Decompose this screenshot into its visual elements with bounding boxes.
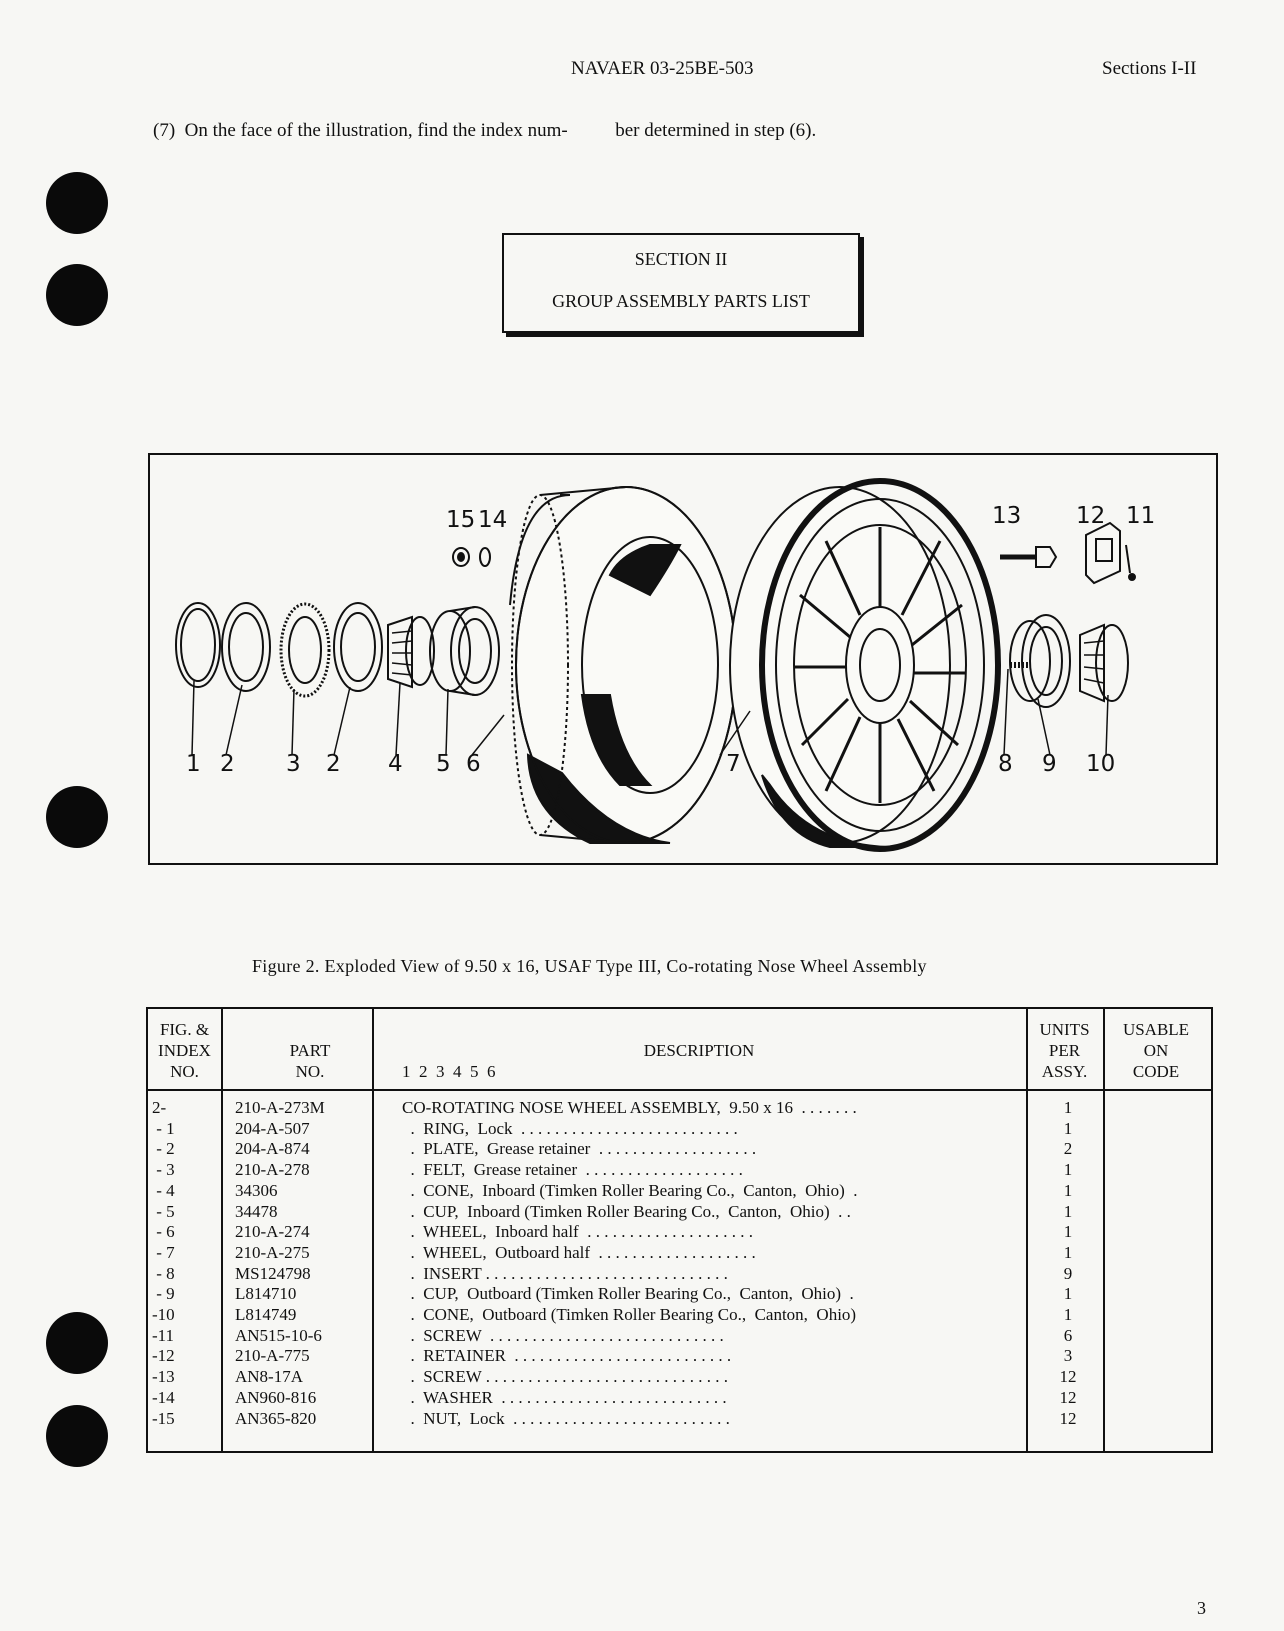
part-no-cell: 34306 (235, 1180, 278, 1200)
table-row (148, 1180, 1211, 1201)
binder-hole (46, 264, 108, 326)
units-cell: 12 (1059, 1387, 1077, 1407)
part-no-cell: 34478 (235, 1201, 278, 1221)
fig-index-cell: - 4 (152, 1180, 175, 1200)
fig-index-cell: -15 (152, 1408, 175, 1428)
description-cell: . CONE, Outboard (Timken Roller Bearing Co., Canton, Ohio) (402, 1305, 857, 1324)
table-row (148, 1304, 1211, 1325)
units-cell: 1 (1063, 1118, 1073, 1138)
section-title-box (502, 233, 860, 333)
table-row (148, 1366, 1211, 1387)
fig-index-cell: - 9 (152, 1284, 175, 1304)
fig-index-cell: -11 (152, 1325, 175, 1345)
description-cell: . SCREW . . . . . . . . . . . . . . . . . . . . . . . . . . . . . (402, 1367, 729, 1387)
exploded-view-figure (148, 453, 1218, 865)
units-cell: 1 (1063, 1160, 1073, 1180)
part-no-cell: 210-A-274 (235, 1222, 310, 1242)
fig-index-cell: - 2 (152, 1139, 175, 1159)
binder-hole (46, 1312, 108, 1374)
units-cell: 12 (1059, 1367, 1077, 1387)
fig-index-cell: - 3 (152, 1160, 175, 1180)
header-usable-code: USABLE ON CODE (1122, 1020, 1190, 1081)
table-row (148, 1097, 1211, 1118)
header-units: UNITS PER ASSY. (1039, 1020, 1090, 1081)
step-text: (7) On the face of the illustration, find the index num- ber determined in step (6). (153, 120, 817, 141)
units-cell: 1 (1063, 1284, 1073, 1304)
units-cell: 1 (1063, 1201, 1073, 1221)
index-label: 6 (466, 751, 481, 777)
section-subtitle: GROUP ASSEMBLY PARTS LIST (552, 291, 810, 311)
binder-hole (46, 1405, 108, 1467)
table-row (148, 1159, 1211, 1180)
units-cell: 9 (1063, 1263, 1073, 1283)
header-fig-index: FIG. & INDEX NO. (158, 1020, 211, 1081)
binder-hole (46, 786, 108, 848)
part-no-cell: MS124798 (235, 1263, 311, 1283)
fig-index-cell: -10 (152, 1305, 175, 1324)
table-row (148, 1263, 1211, 1284)
table-row (148, 1387, 1211, 1408)
table-row (148, 1221, 1211, 1242)
description-cell: . CUP, Inboard (Timken Roller Bearing Co., Canton, Ohio) . . (402, 1201, 851, 1221)
index-label: 5 (436, 751, 451, 777)
fig-index-cell: 2- (152, 1098, 167, 1117)
fig-index-cell: - 8 (152, 1263, 175, 1283)
description-cell: . RING, Lock . . . . . . . . . . . . . . . . . . . . . . . . . . (402, 1118, 738, 1138)
description-cell: CO-ROTATING NOSE WHEEL ASSEMBLY, 9.50 x 16 . . . . . . . (402, 1098, 857, 1117)
part-no-cell: AN515-10-6 (235, 1325, 322, 1345)
part-no-cell: 210-A-275 (235, 1242, 310, 1262)
units-cell: 1 (1063, 1180, 1073, 1200)
header-part-no: PART NO. (289, 1041, 331, 1081)
units-cell: 1 (1063, 1305, 1073, 1324)
description-cell: . WASHER . . . . . . . . . . . . . . . . . . . . . . . . . . . (402, 1387, 727, 1407)
part-no-cell: 204-A-507 (235, 1118, 310, 1138)
table-row (148, 1345, 1211, 1366)
description-cell: . SCREW . . . . . . . . . . . . . . . . . . . . . . . . . . . . (402, 1325, 724, 1345)
index-label: 15 (446, 507, 476, 533)
table-row (148, 1138, 1211, 1159)
index-label: 2 (326, 751, 341, 777)
index-label: 4 (388, 751, 403, 777)
index-label: 1 (186, 751, 201, 777)
fig-index-cell: -13 (152, 1367, 175, 1387)
part-no-cell: 210-A-273M (235, 1098, 325, 1117)
table-row (148, 1201, 1211, 1222)
table-row (148, 1408, 1211, 1429)
table-row (148, 1325, 1211, 1346)
part-no-cell: AN365-820 (235, 1408, 317, 1428)
index-label: 3 (286, 751, 301, 777)
part-no-cell: AN8-17A (235, 1367, 303, 1387)
binder-hole (46, 172, 108, 234)
table-row (148, 1242, 1211, 1263)
header-description: DESCRIPTION (643, 1041, 755, 1060)
section-title: SECTION II (634, 249, 728, 269)
description-cell: . INSERT . . . . . . . . . . . . . . . . . . . . . . . . . . . . . (402, 1263, 728, 1283)
fig-index-cell: - 6 (152, 1222, 175, 1242)
index-label: 12 (1076, 503, 1106, 529)
fig-index-cell: - 1 (152, 1118, 175, 1138)
description-cell: . WHEEL, Outboard half . . . . . . . . . . . . . . . . . . . (402, 1242, 756, 1262)
part-no-cell: 210-A-775 (235, 1346, 310, 1366)
units-cell: 12 (1059, 1408, 1077, 1428)
figure-caption: Figure 2. Exploded View of 9.50 x 16, USAF Type III, Co-rotating Nose Wheel Assembly (252, 956, 927, 976)
index-label: 9 (1042, 751, 1057, 777)
part-no-cell: AN960-816 (235, 1387, 317, 1407)
description-cell: . PLATE, Grease retainer . . . . . . . . . . . . . . . . . . . (402, 1139, 757, 1159)
description-cell: . WHEEL, Inboard half . . . . . . . . . . . . . . . . . . . . (402, 1222, 753, 1242)
units-cell: 6 (1063, 1325, 1073, 1345)
part-no-cell: 204-A-874 (235, 1139, 310, 1159)
units-cell: 1 (1063, 1222, 1073, 1242)
index-label: 11 (1126, 503, 1156, 529)
part-no-cell: 210-A-278 (235, 1160, 310, 1180)
fig-index-cell: - 7 (152, 1242, 175, 1262)
page-number: 3 (1197, 1598, 1206, 1618)
fig-index-cell: - 5 (152, 1201, 175, 1221)
fig-index-cell: -14 (152, 1387, 175, 1407)
index-label: 2 (220, 751, 235, 777)
units-cell: 2 (1063, 1139, 1073, 1159)
index-label: 10 (1086, 751, 1116, 777)
index-label: 13 (992, 503, 1022, 529)
sections-label: Sections I-II (1102, 58, 1197, 79)
exploded-view-drawing (150, 455, 1216, 863)
part-no-cell: L814710 (235, 1284, 297, 1304)
description-cell: . CONE, Inboard (Timken Roller Bearing Co., Canton, Ohio) . (402, 1180, 858, 1200)
doc-number: NAVAER 03-25BE-503 (571, 58, 754, 79)
description-cell: . CUP, Outboard (Timken Roller Bearing Co., Canton, Ohio) . (402, 1284, 854, 1304)
description-cell: . FELT, Grease retainer . . . . . . . . . . . . . . . . . . . (402, 1160, 743, 1180)
header-indent-levels: 1 2 3 4 5 6 (402, 1062, 496, 1081)
description-cell: . RETAINER . . . . . . . . . . . . . . . . . . . . . . . . . . (402, 1346, 732, 1366)
index-label: 14 (478, 507, 508, 533)
units-cell: 1 (1063, 1242, 1073, 1262)
fig-index-cell: -12 (152, 1346, 175, 1366)
part-no-cell: L814749 (235, 1305, 297, 1324)
description-cell: . NUT, Lock . . . . . . . . . . . . . . . . . . . . . . . . . . (402, 1408, 730, 1428)
table-row (148, 1118, 1211, 1139)
units-cell: 1 (1063, 1098, 1073, 1117)
parts-list-table (146, 1007, 1213, 1453)
index-label: 8 (998, 751, 1013, 777)
index-label: 7 (726, 751, 741, 777)
units-cell: 3 (1063, 1346, 1073, 1366)
table-row (148, 1283, 1211, 1304)
